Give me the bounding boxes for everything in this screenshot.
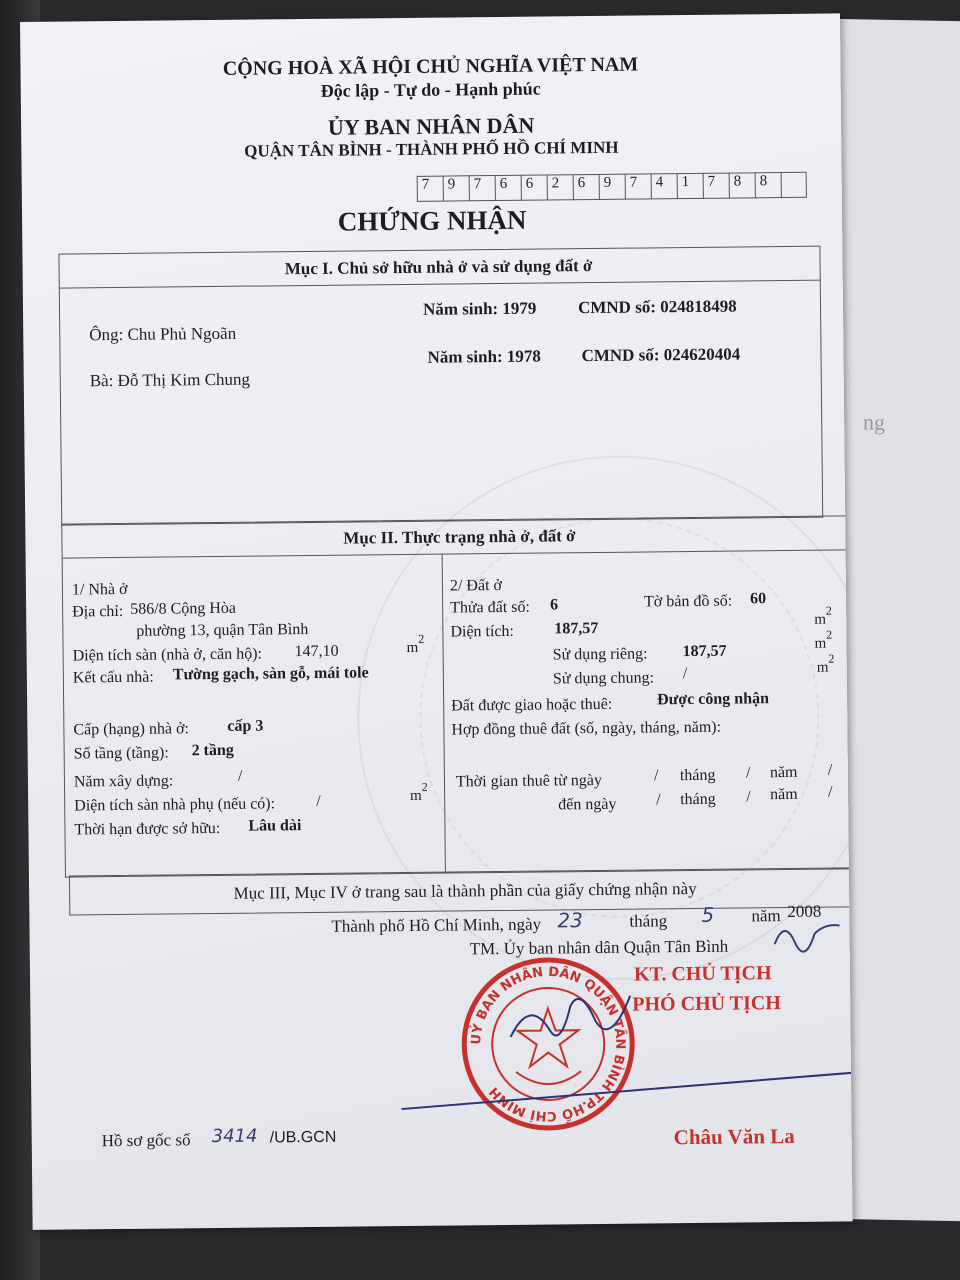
lease-to-month: / [746,788,751,806]
lease-from-year-label: năm [769,763,798,782]
serial-digit: 7 [625,173,651,199]
lease-from-month-label: tháng [679,766,716,785]
grant-label: Đất được giao hoặc thuê: [451,695,613,715]
signature-scribble [500,976,641,1057]
map-value: 60 [749,590,767,608]
lease-from-day: / [653,767,659,785]
section2-heading: Mục II. Thực trạng nhà ở, đất ở [343,526,576,548]
serial-digit: 6 [573,174,599,200]
unit-sup: 2 [418,631,425,646]
bleed-text: ng [863,409,885,435]
district: QUẬN TÂN BÌNH - THÀNH PHỐ HỒ CHÍ MINH [244,137,619,161]
land-title: 2/ Đất ở [449,576,503,595]
shared-use-unit [816,651,835,677]
date-prefix: Thành phố Hồ Chí Minh, ngày [331,914,542,936]
date-day: 23 [557,908,584,933]
country-header: CỘNG HOÀ XÃ HỘI CHỦ NGHĨA VIỆT NAM [222,53,639,80]
date-month-label: tháng [629,911,668,931]
floors-value: 2 tầng [191,741,234,760]
lease-from-label: Thời gian thuê từ ngày [455,771,603,791]
lease-to-year-label: năm [770,785,798,804]
unit-m: m [816,659,829,676]
date-month: 5 [701,902,715,927]
serial-digit: 6 [521,174,547,200]
floor-area-label: Diện tích sàn (nhà ở, căn hộ): [72,645,263,665]
unit-sup: 2 [826,627,833,642]
serial-digit: 4 [651,173,677,199]
serial-digit: 2 [547,174,573,200]
tenure-value: Lâu dài [248,817,302,835]
structure-label: Kết cấu nhà: [72,668,154,687]
lease-from-year: / [827,761,833,779]
grade-label: Cấp (hạng) nhà ở: [73,720,190,739]
grade-value: cấp 3 [227,717,264,735]
sign-title-2: PHÓ CHỦ TỊCH [632,992,781,1016]
sign-title-1: KT. CHỦ TỊCH [633,962,772,986]
unit-sup: 2 [421,779,428,794]
address-label: Địa chỉ: [72,602,124,621]
lease-contract-label: Hợp đồng thuê đất (số, ngày, tháng, năm): [451,718,722,739]
plot-label: Thửa đất số: [450,598,531,617]
shared-use-value: / [682,665,688,683]
owner2-id: CMND số: 024620404 [581,344,741,366]
address-line1: 586/8 Cộng Hòa [130,599,237,618]
serial-digit: 7 [469,175,495,201]
serial-digit: 7 [703,173,729,199]
owner2-birth: Năm sinh: 1978 [427,346,541,367]
lease-to-day: / [656,791,661,809]
lease-to-label: đến ngày [558,795,617,814]
floor-area-unit [406,631,425,657]
lease-from-month: / [745,764,751,782]
date-year-label: năm [751,906,781,926]
motto: Độc lập - Tự do - Hạnh phúc [320,78,541,101]
structure-value: Tường gạch, sàn gỗ, mái tole [172,664,369,684]
map-label: Tờ bản đồ số: [644,592,733,611]
owner2-name: Bà: Đỗ Thị Kim Chung [89,369,251,391]
grant-value: Được công nhận [657,690,770,709]
owner1-birth: Năm sinh: 1979 [422,298,537,319]
area-unit [814,603,832,629]
lease-to-month-label: tháng [680,790,716,809]
footer-note: Mục III, Mục IV ở trang sau là thành phần của giấy chứng nhận này [233,878,697,903]
unit-m: m [410,787,422,804]
unit-m: m [406,639,419,656]
serial-digit: 9 [443,175,469,201]
serial-digit: 6 [495,175,521,201]
owner1-name: Ông: Chu Phủ Ngoãn [89,323,237,345]
built-label: Năm xây dựng: [73,772,174,791]
aux-area-label: Diện tích sàn nhà phụ (nếu có): [74,795,276,815]
serial-digit: 9 [599,174,625,200]
unit-sup: 2 [828,651,835,666]
lease-to-year: / [828,783,833,801]
area-value: 187,57 [554,619,599,638]
built-value: / [237,767,243,785]
floors-label: Số tầng (tầng): [73,744,169,763]
serial-digit [781,172,807,198]
date-year: 2008 [787,901,822,922]
serial-number-boxes [417,172,807,202]
plot-value: 6 [550,596,559,614]
record-number: 3414 [211,1125,258,1148]
issuer: ỦY BAN NHÂN DÂN [327,112,535,140]
record-label: Hồ sơ gốc số [101,1130,191,1151]
aux-area-unit [410,779,428,805]
certificate-page [20,13,853,1230]
area-label: Diện tích: [450,622,515,641]
address-line2: phường 13, quận Tân Bình [136,621,309,640]
record-suffix: /UB.GCN [269,1128,337,1147]
house-title: 1/ Nhà ở [71,580,128,599]
private-use-value: 187,57 [682,642,727,661]
serial-digit: 7 [417,176,443,202]
on-behalf-line: TM. Ủy ban nhân dân Quận Tân Bình [469,936,729,959]
owner1-id: CMND số: 024818498 [577,296,737,318]
serial-digit: 1 [677,173,703,199]
private-use-label: Sử dụng riêng: [552,645,648,664]
aux-area-value: / [316,792,321,810]
unit-sup: 2 [825,603,832,618]
section1-heading: Mục I. Chủ sở hữu nhà ở và sử dụng đất ở [284,256,593,279]
shared-use-label: Sử dụng chung: [552,669,655,688]
unit-m: m [814,611,827,628]
floor-area-value: 147,10 [294,642,339,661]
serial-digit: 8 [755,172,781,198]
serial-digit: 8 [729,172,755,198]
private-use-unit [814,627,833,653]
seal-text: UỶ BAN NHÂN DÂN QUẬN TÂN BÌNH TP.HỒ CHÍ MINH [469,964,628,1124]
initials-scribble [769,913,849,954]
unit-m: m [814,635,827,652]
signer-name: Châu Văn La [673,1123,795,1150]
tenure-label: Thời hạn được sở hữu: [74,819,221,839]
document-title: CHỨNG NHẬN [337,204,527,237]
